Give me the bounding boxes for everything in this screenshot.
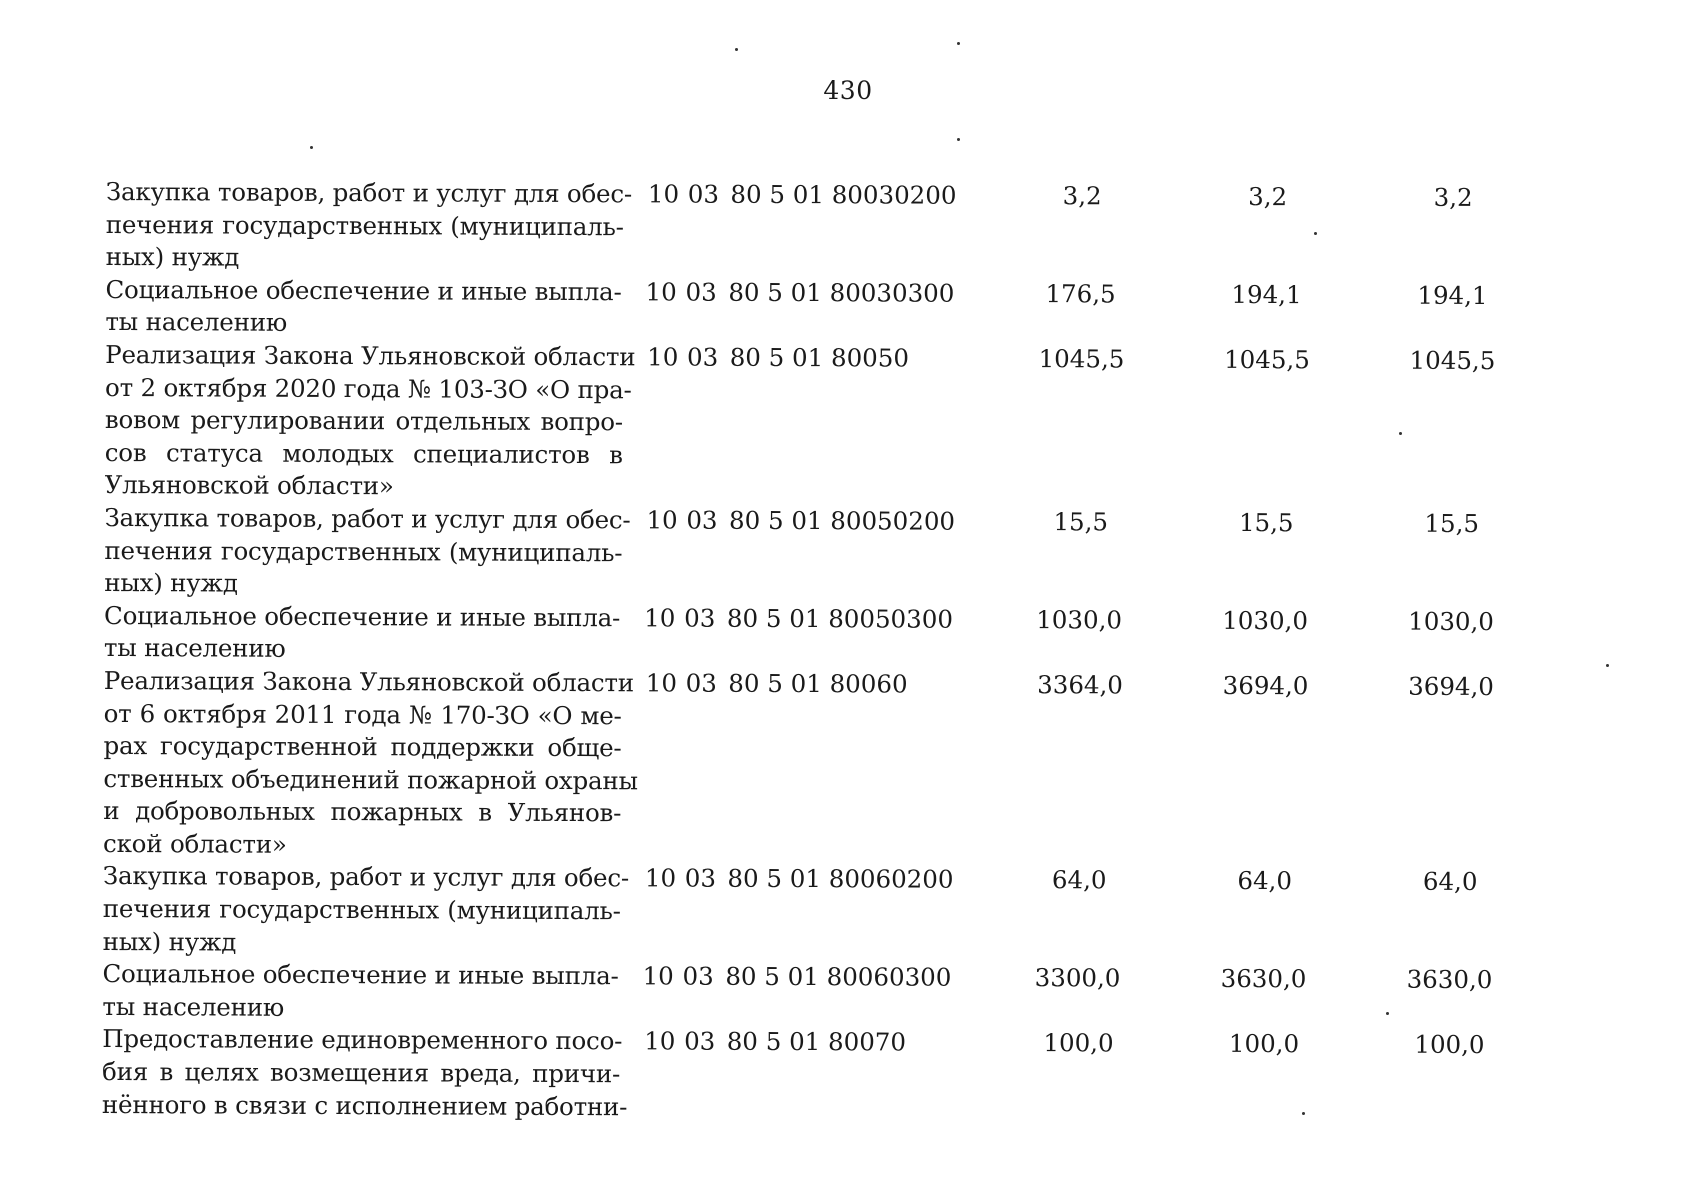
section-code: 10	[644, 1026, 676, 1056]
target-article-code: 80 5 01 80060	[728, 668, 908, 699]
scan-speck	[1606, 664, 1609, 667]
table-row	[106, 176, 1546, 280]
row-name-line: вовом регулировании отдельных вопро-	[104, 405, 623, 437]
row-name-line: ской области»	[103, 828, 287, 859]
section-code: 10	[647, 179, 680, 209]
row-name-line: ных) нужд	[102, 926, 237, 957]
table-row	[103, 665, 1544, 867]
row-name	[102, 860, 630, 960]
section-code: 10	[644, 863, 677, 893]
amount-year-1: 64,0	[1051, 865, 1107, 895]
amount-year-1: 1045,5	[1038, 344, 1125, 374]
row-name	[105, 176, 633, 276]
amount-year-3: 3,2	[1433, 182, 1473, 212]
row-name-line: печения государственных (муниципаль-	[104, 535, 623, 567]
target-article-code: 80 5 01 80030	[730, 179, 910, 210]
subsection-code: 03	[687, 179, 720, 209]
row-name-line: от 2 октября 2020 года № 103-ЗО «О пра-	[105, 372, 632, 404]
amount-year-3: 1030,0	[1408, 606, 1494, 636]
subsection-code: 03	[684, 1026, 716, 1057]
section-code: 10	[646, 505, 678, 535]
row-name-line: и добровольных пожарных в Ульянов-	[103, 796, 622, 828]
row-name	[102, 958, 618, 1025]
row-name-line: бия в целях возмещения вреда, причи-	[102, 1057, 621, 1089]
subsection-code: 03	[686, 505, 718, 535]
subsection-code: 03	[685, 277, 717, 307]
amount-year-1: 3300,0	[1034, 963, 1121, 993]
amount-year-2: 194,1	[1231, 279, 1302, 309]
row-name-line: рах государственной поддержки обще-	[103, 731, 622, 763]
amount-year-3: 15,5	[1424, 508, 1480, 538]
amount-year-1: 15,5	[1053, 507, 1109, 537]
table-row	[103, 860, 1543, 964]
target-article-code: 80 5 01 80050	[728, 505, 909, 536]
row-name	[104, 339, 636, 504]
expense-type-code: 300	[904, 962, 952, 992]
scan-speck	[957, 138, 960, 141]
table-row	[105, 339, 1546, 508]
amount-year-2: 100,0	[1228, 1029, 1300, 1059]
row-name-line: Социальное обеспечение и иные выпла-	[105, 274, 622, 307]
page-number: 430	[823, 76, 873, 105]
amount-year-1: 1030,0	[1036, 604, 1123, 635]
row-name	[103, 665, 638, 863]
row-name-line: печения государственных (муниципаль-	[105, 209, 624, 241]
amount-year-3: 194,1	[1417, 280, 1488, 310]
amount-year-2: 3630,0	[1220, 964, 1307, 994]
amount-year-2: 64,0	[1237, 866, 1293, 896]
scan-speck	[735, 48, 738, 51]
expense-type-code: 300	[907, 278, 955, 308]
row-name-line: сов статуса молодых специалистов в	[104, 437, 623, 470]
row-name-line: Социальное обеспечение и иные выпла-	[104, 600, 621, 632]
amount-year-1: 176,5	[1045, 278, 1116, 309]
row-name-line: ты населению	[102, 991, 285, 1022]
subsection-code: 03	[682, 961, 714, 991]
row-name-line: Ульяновской области»	[104, 470, 394, 501]
target-article-code: 80 5 01 80060	[725, 961, 905, 992]
subsection-code: 03	[685, 668, 717, 698]
amount-year-2: 15,5	[1238, 507, 1294, 538]
row-name-line: нённого в связи с исполнением работни-	[101, 1089, 628, 1121]
row-name-line: Закупка товаров, работ и услуг для обес-	[105, 176, 633, 209]
row-name-line: Закупка товаров, работ и услуг для обес-	[102, 861, 630, 893]
amount-year-3: 3630,0	[1406, 964, 1493, 995]
target-article-code: 80 5 01 80050	[726, 603, 907, 634]
expense-type-code: 200	[908, 506, 956, 536]
row-name-line: ты населению	[103, 633, 286, 664]
amount-year-1: 3364,0	[1037, 669, 1124, 700]
section-code: 10	[645, 668, 678, 698]
subsection-code: 03	[684, 603, 716, 633]
scan-speck	[957, 42, 960, 45]
amount-year-2: 1030,0	[1222, 605, 1309, 635]
table-row	[102, 958, 1542, 1029]
section-code: 10	[642, 961, 674, 991]
row-name-line: ных) нужд	[105, 242, 240, 272]
row-name-line: Реализация Закона Ульяновской области	[105, 339, 636, 372]
amount-year-3: 100,0	[1414, 1030, 1485, 1060]
table-row	[102, 1023, 1542, 1127]
section-code: 10	[645, 277, 677, 307]
expense-type-code: 300	[906, 604, 954, 634]
row-name-line: Реализация Закона Ульяновской области	[103, 665, 635, 698]
row-name	[104, 502, 631, 602]
expense-type-code: 200	[909, 180, 957, 210]
row-name-line: Предоставление единовременного посо-	[102, 1024, 623, 1056]
target-article-code: 80 5 01 80060	[727, 864, 907, 894]
amount-year-2: 1045,5	[1224, 344, 1310, 375]
target-article-code: 80 5 01 80050	[729, 342, 910, 373]
amount-year-2: 3694,0	[1222, 670, 1309, 701]
row-name-line: ственных объединений пожарной охраны	[103, 763, 638, 796]
row-name-line: ных) нужд	[104, 568, 238, 598]
row-name-line: Социальное обеспечение и иные выпла-	[102, 959, 619, 991]
row-name	[101, 1023, 628, 1123]
subsection-code: 03	[687, 342, 719, 372]
row-name	[104, 600, 620, 667]
section-code: 10	[644, 603, 676, 633]
scan-speck	[310, 146, 313, 149]
amount-year-1: 100,0	[1043, 1028, 1114, 1058]
budget-table	[102, 176, 1546, 1127]
target-article-code: 80 5 01 80070	[726, 1027, 907, 1057]
amount-year-3: 1045,5	[1409, 345, 1496, 376]
subsection-code: 03	[684, 864, 717, 894]
amount-year-3: 3694,0	[1408, 671, 1494, 701]
amount-year-1: 3,2	[1062, 181, 1102, 211]
table-row	[105, 274, 1545, 345]
amount-year-3: 64,0	[1422, 867, 1478, 897]
expense-type-code: 200	[906, 864, 954, 895]
amount-year-2: 3,2	[1248, 181, 1288, 212]
row-name-line: ты населению	[105, 307, 288, 338]
table-row	[104, 502, 1544, 606]
row-name-line: от 6 октября 2011 года № 170-ЗО «О ме-	[103, 698, 622, 730]
table-row	[104, 600, 1544, 671]
row-name-line: Закупка товаров, работ и услуг для обес-	[104, 502, 631, 535]
row-name-line: печения государственных (муниципаль-	[102, 894, 621, 926]
row-name	[105, 274, 621, 341]
target-article-code: 80 5 01 80030	[728, 277, 908, 308]
section-code: 10	[647, 342, 679, 372]
